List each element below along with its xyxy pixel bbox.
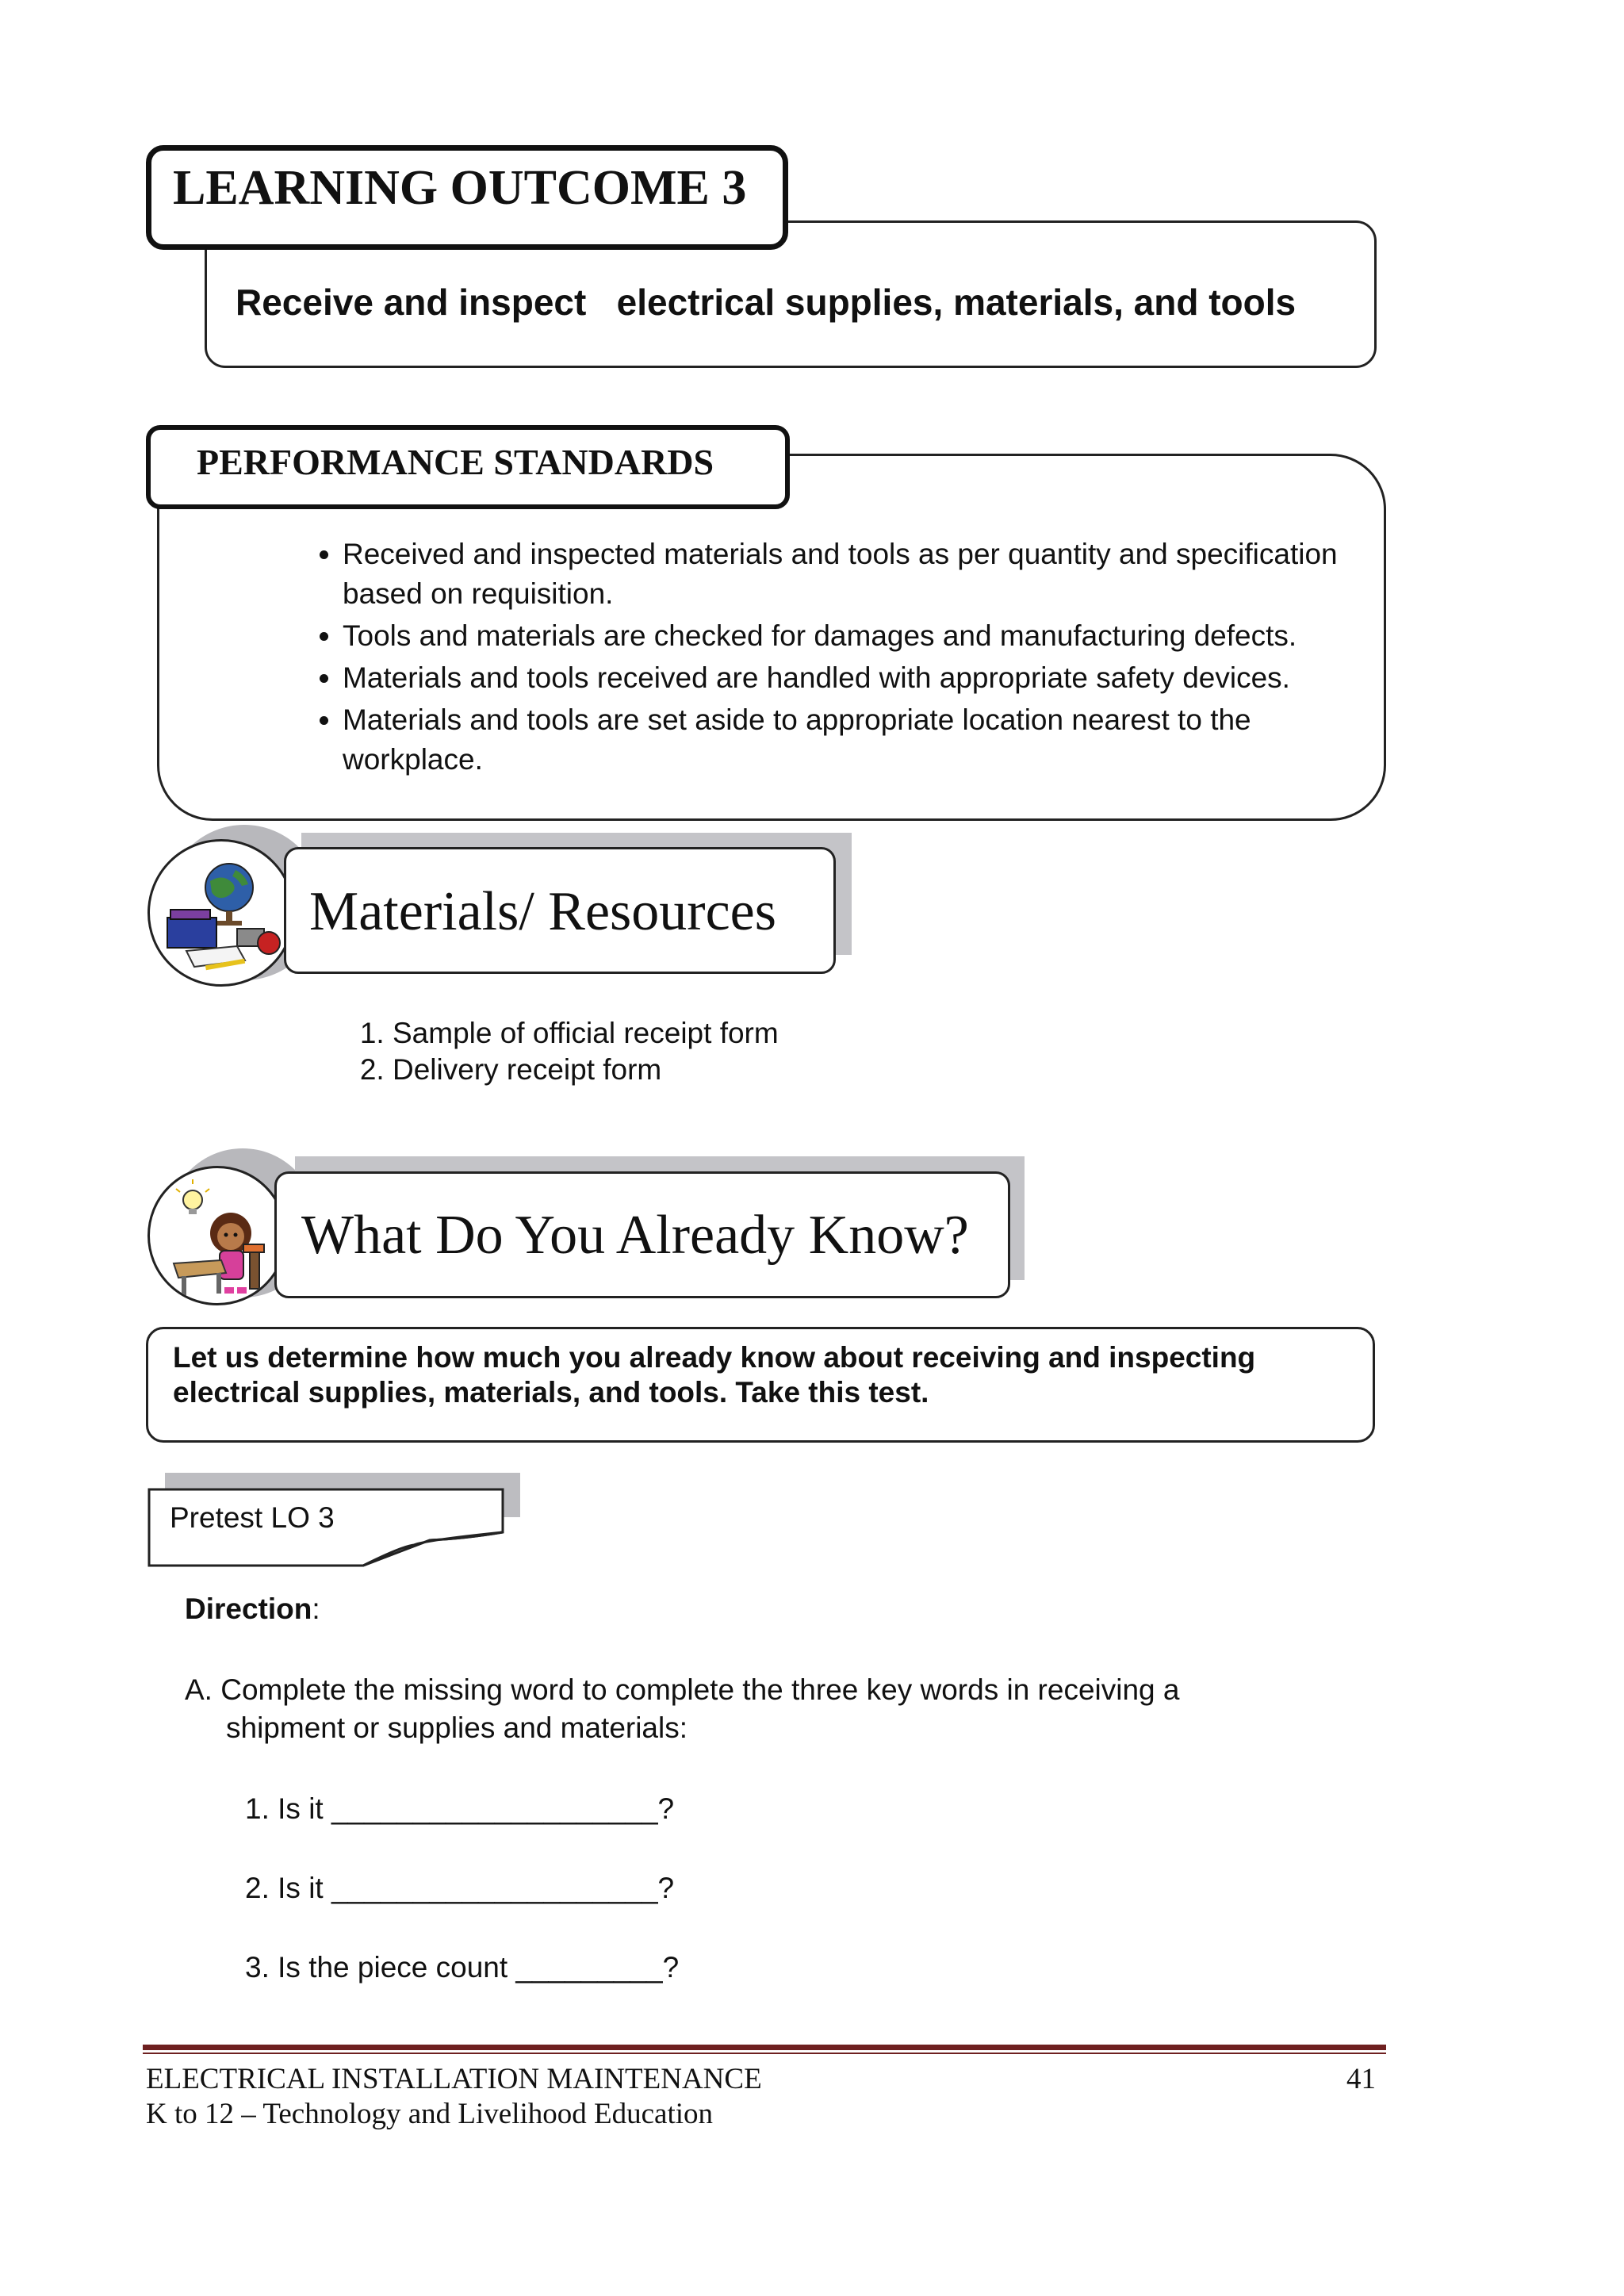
list-item: • Received and inspected materials and tools as per quantity and specification based on requisition. [343,535,1348,614]
list-item: 1. Sample of official receipt form [393,1015,779,1052]
question-item: 2. Is it ____________________? [245,1872,675,1904]
question-item: 3. Is the piece count _________? [245,1951,680,1984]
intro-text: Let us determine how much you already know about receiving and inspecting electrical supplies, materials, and tools. Take this test. [173,1341,1256,1409]
materials-list [333,1015,779,1088]
direction-label [185,1593,320,1626]
performance-standards-list [285,535,1348,782]
classroom-materials-icon [147,839,295,987]
direction-colon: : [312,1593,320,1625]
direction-label-text: Direction [185,1593,312,1625]
learning-outcome-title: LEARNING OUTCOME 3 [173,161,747,215]
list-item: • Materials and tools are set aside to appropriate location nearest to the workplace. [343,700,1348,780]
materials-title: Materials/ Resources [309,881,776,942]
instruction-line: shipment or supplies and materials: [226,1711,688,1744]
pretest-label: Pretest LO 3 [170,1501,335,1534]
question-item: 1. Is it ____________________? [245,1792,675,1825]
learning-outcome-subtitle: Receive and inspect electrical supplies, materials, and tools [236,282,1297,323]
student-at-desk-icon [147,1166,287,1305]
footer-rule [143,2045,1386,2056]
page-number: 41 [1346,2063,1376,2095]
what-you-know-title: What Do You Already Know? [301,1205,969,1266]
footer-program: K to 12 – Technology and Livelihood Education [146,2098,714,2130]
list-item: • Materials and tools received are handled with appropriate safety devices. [343,658,1348,698]
footer-rule-thin [143,2053,1386,2054]
footer-subject: ELECTRICAL INSTALLATION MAINTENANCE [146,2063,762,2095]
footer-rule-thick [143,2045,1386,2050]
performance-standards-title: PERFORMANCE STANDARDS [197,442,714,482]
list-item: • Tools and materials are checked for damages and manufacturing defects. [343,616,1348,656]
list-item: 2. Delivery receipt form [393,1052,779,1088]
instruction-line: A. Complete the missing word to complete the three key words in receiving a [185,1673,1180,1706]
